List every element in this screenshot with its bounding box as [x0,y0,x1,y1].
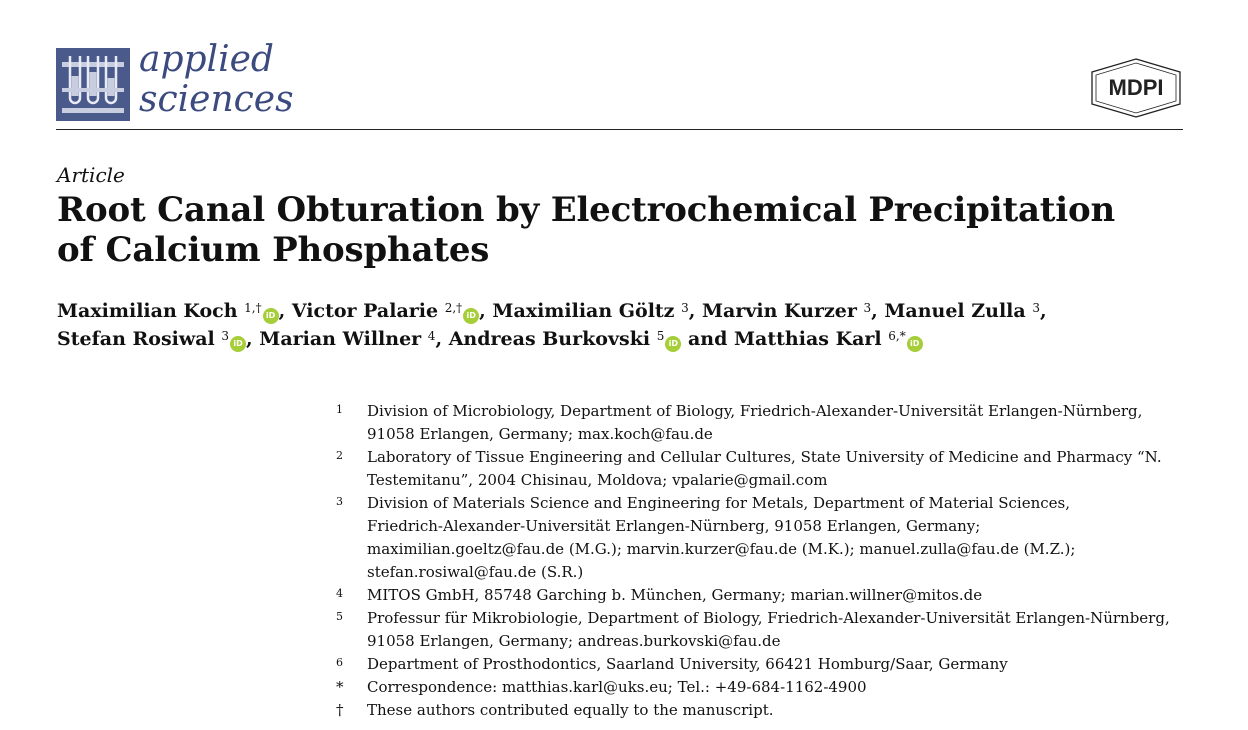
journal-logo-icon[interactable] [56,48,130,121]
author-name: Victor Palarie [291,300,439,322]
title-line: Root Canal Obturation by Electrochemical Precipitation [57,190,1115,230]
orcid-icon[interactable]: iD [230,336,246,352]
affiliation-text [367,699,1200,722]
affiliation-line: Division of Materials Science and Engineering for Metals, Department of Material Sciences, [367,494,1070,512]
affiliation-line: stefan.rosiwal@fau.de (S.R.) [367,563,584,581]
affiliation-text [367,653,1200,676]
journal-name-line2: sciences [139,79,294,120]
author-separator: , [479,300,486,322]
affiliation-line: 91058 Erlangen, Germany; max.koch@fau.de [367,425,713,443]
author-name: Maximilian Göltz [492,300,675,322]
affiliation-marker: 4 [336,587,343,600]
author-name: Andreas Burkovski [448,328,651,350]
author[interactable] [57,300,285,322]
author-name: Maximilian Koch [57,300,238,322]
author[interactable] [884,300,1046,322]
author-affiliation-marker: 5 [656,329,665,343]
orcid-icon[interactable]: iD [665,336,681,352]
affiliation-marker: † [336,701,344,719]
affiliation-line: MITOS GmbH, 85748 Garching b. München, Germany; marian.willner@mitos.de [367,586,983,604]
author-separator: , [1039,300,1047,322]
affiliation-text [367,492,1200,584]
affiliation-line: 91058 Erlangen, Germany; andreas.burkovski@fau.de [367,632,781,650]
affiliation-item [330,446,1200,492]
title-line: of Calcium Phosphates [57,230,490,270]
mdpi-logo-icon [1090,58,1182,118]
affiliation-line: Laboratory of Tissue Engineering and Cellular Cultures, State University of Medicine and Pharmacy “N. [367,448,1162,466]
author[interactable] [57,328,253,350]
affiliation-line: These authors contributed equally to the manuscript. [367,701,774,719]
affiliation-line: Friedrich-Alexander-Universität Erlangen-Nürnberg, 91058 Erlangen, Germany; [367,517,981,535]
affiliation-text [367,446,1200,492]
author-separator: , [688,300,696,322]
publisher-name: MDPI [1108,75,1164,100]
test-tubes-icon [56,48,130,121]
affiliation-item [330,676,1200,699]
header-divider [56,129,1183,130]
author[interactable] [492,300,695,322]
author-name: Marvin Kurzer [702,300,857,322]
author-affiliation-marker: 4 [427,329,436,343]
affiliation-marker: 3 [336,495,343,508]
author[interactable] [449,328,728,350]
author-separator: , [435,328,443,350]
paper-title [57,190,1157,270]
affiliation-text [367,584,1200,607]
affiliation-line: Division of Microbiology, Department of Biology, Friedrich-Alexander-Universität Erlangen-Nürnberg, [367,402,1143,420]
page-header [0,0,1248,132]
orcid-icon[interactable]: iD [907,336,923,352]
author-affiliation-marker: 3 [1032,301,1040,315]
author-affiliation-marker: 6,* [888,329,906,343]
orcid-icon[interactable]: iD [463,308,479,324]
author-affiliation-marker: 1,† [244,301,262,315]
affiliation-text [367,400,1200,446]
affiliation-item [330,584,1200,607]
affiliation-marker: 6 [336,656,343,669]
article-type: Article [57,163,125,187]
author[interactable] [259,328,442,350]
affiliation-marker: 5 [336,610,343,623]
affiliation-text [367,676,1200,699]
journal-name[interactable] [139,40,439,120]
author[interactable] [702,300,878,322]
affiliation-line: maximilian.goeltz@fau.de (M.G.); marvin.kurzer@fau.de (M.K.); manuel.zulla@fau.de (M.Z.); [367,540,1076,558]
author-affiliation-marker: 2,† [444,301,463,315]
affiliation-list [330,400,1200,722]
affiliation-text [367,607,1200,653]
affiliation-line: Testemitanu”, 2004 Chisinau, Moldova; vpalarie@gmail.com [367,471,828,489]
author-affiliation-marker: 3 [863,301,872,315]
author[interactable] [292,300,486,322]
author-separator: , [246,328,253,350]
affiliation-marker: 1 [336,403,343,416]
affiliation-marker: 2 [336,449,343,462]
author-affiliation-marker: 3 [221,329,230,343]
affiliation-item [330,653,1200,676]
author-name: Matthias Karl [734,328,882,350]
author-separator: and [681,328,728,350]
author-list [57,297,1197,353]
journal-name-line1: applied [139,39,274,80]
author-name: Manuel Zulla [884,300,1026,322]
affiliation-marker: * [336,678,344,696]
publisher-logo[interactable] [1090,58,1182,118]
author-affiliation-marker: 3 [681,301,689,315]
author-name: Marian Willner [259,328,422,350]
affiliation-line: Correspondence: matthias.karl@uks.eu; Tel.: +49-684-1162-4900 [367,678,867,696]
affiliation-item [330,607,1200,653]
author-name: Stefan Rosiwal [57,328,215,350]
orcid-icon[interactable]: iD [263,308,279,324]
affiliation-item [330,400,1200,446]
affiliation-item [330,699,1200,722]
affiliation-item [330,492,1200,584]
affiliation-line: Department of Prosthodontics, Saarland University, 66421 Homburg/Saar, Germany [367,655,1008,673]
author-separator: , [871,300,878,322]
author[interactable] [734,328,923,350]
affiliation-line: Professur für Mikrobiologie, Department of Biology, Friedrich-Alexander-Universität Erlangen-Nürnberg, [367,609,1170,627]
author-separator: , [278,300,286,322]
